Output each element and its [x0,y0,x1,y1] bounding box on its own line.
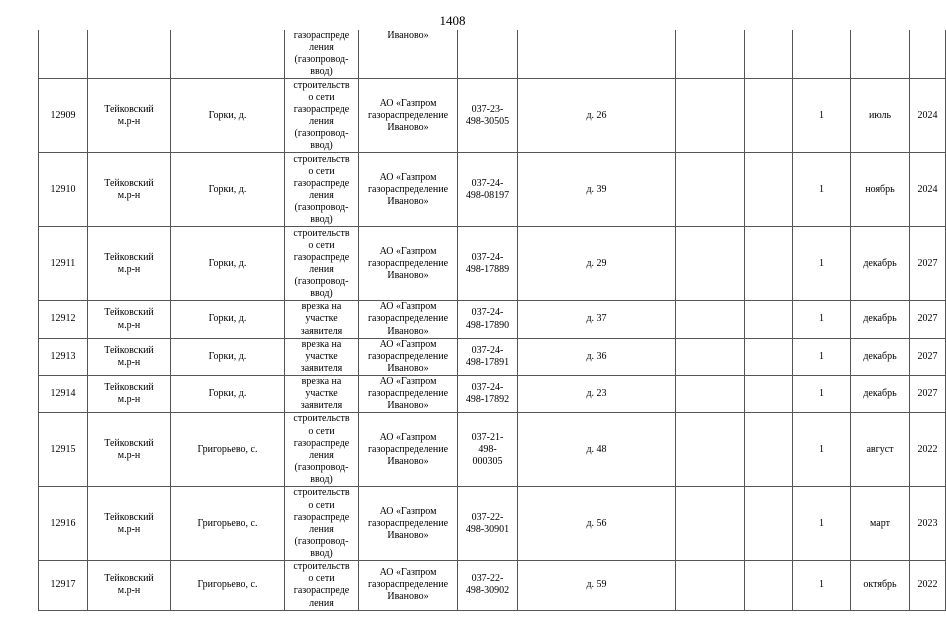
blank-cell [745,487,793,561]
application-number-cell: 037-24- 498-17891 [458,338,518,375]
application-number-cell: 037-22- 498-30902 [458,561,518,610]
count-cell: 1 [793,487,851,561]
district-cell: Тейковский м.р-н [88,561,171,610]
application-number-cell: 037-24- 498-08197 [458,153,518,227]
organization-cell: АО «Газпром газораспределение Иваново» [359,79,458,153]
count-cell: 1 [793,413,851,487]
address-cell: д. 26 [518,79,676,153]
count-cell: 1 [793,153,851,227]
blank-cell [676,375,745,412]
table-row [39,301,946,338]
row-id-cell: 12909 [39,79,88,153]
month-cell: август [851,413,910,487]
blank-cell [676,301,745,338]
row-id-cell: 12914 [39,375,88,412]
application-number-cell: 037-24- 498-17889 [458,227,518,301]
locality-cell: Григорьево, с. [171,413,285,487]
table-row [39,153,946,227]
district-cell: Тейковский м.р-н [88,301,171,338]
connection-type-cell: строительств о сети газораспреде ления (газопровод- ввод) [285,227,359,301]
year-cell: 2022 [910,561,946,610]
month-cell: декабрь [851,301,910,338]
organization-cell: АО «Газпром газораспределение Иваново» [359,301,458,338]
blank-cell [745,301,793,338]
connection-type-cell: врезка на участке заявителя [285,301,359,338]
year-cell: 2023 [910,487,946,561]
district-cell: Тейковский м.р-н [88,338,171,375]
address-cell: д. 29 [518,227,676,301]
connection-type-cell: врезка на участке заявителя [285,375,359,412]
blank-cell [676,413,745,487]
district-cell: Тейковский м.р-н [88,413,171,487]
organization-cell: АО «Газпром газораспределение Иваново» [359,153,458,227]
table-row [39,338,946,375]
count-cell: 1 [793,561,851,610]
organization-cell: АО «Газпром газораспределение Иваново» [359,413,458,487]
table-row [39,79,946,153]
blank-cell [745,227,793,301]
blank-cell [676,561,745,610]
month-cell: март [851,487,910,561]
organization-cell: АО «Газпром газораспределение Иваново» [359,487,458,561]
district-cell: Тейковский м.р-н [88,153,171,227]
locality-cell: Горки, д. [171,227,285,301]
year-cell: 2027 [910,375,946,412]
application-number-cell: 037-21- 498- 000305 [458,413,518,487]
continuation-row [39,30,946,79]
month-cell: декабрь [851,375,910,412]
locality-cell: Горки, д. [171,153,285,227]
district-cell: Тейковский м.р-н [88,227,171,301]
count-cell: 1 [793,338,851,375]
address-cell: д. 23 [518,375,676,412]
row-id-cell: 12910 [39,153,88,227]
blank-cell [745,153,793,227]
count-cell: 1 [793,79,851,153]
table-row [39,561,946,610]
locality-cell: Григорьево, с. [171,487,285,561]
locality-cell: Горки, д. [171,375,285,412]
district-cell: Тейковский м.р-н [88,375,171,412]
application-number-cell: 037-22- 498-30901 [458,487,518,561]
month-cell: декабрь [851,338,910,375]
district-cell: Тейковский м.р-н [88,79,171,153]
connection-type-cell: строительств о сети газораспреде ления (газопровод- ввод) [285,413,359,487]
application-number-cell: 037-23- 498-30505 [458,79,518,153]
address-cell: д. 56 [518,487,676,561]
address-cell: д. 36 [518,338,676,375]
table-row [39,413,946,487]
registry-table [38,30,946,611]
blank-cell [745,79,793,153]
blank-cell [676,487,745,561]
application-number-cell: 037-24- 498-17890 [458,301,518,338]
organization-cell: Иваново» [359,30,458,79]
connection-type-cell: строительств о сети газораспреде ления (газопровод- ввод) [285,79,359,153]
blank-cell [745,338,793,375]
locality-cell: Горки, д. [171,338,285,375]
blank-cell [676,227,745,301]
connection-type-cell: строительств о сети газораспреде ления (газопровод- ввод) [285,153,359,227]
count-cell: 1 [793,227,851,301]
count-cell: 1 [793,301,851,338]
locality-cell: Горки, д. [171,79,285,153]
table-row [39,375,946,412]
year-cell: 2022 [910,413,946,487]
month-cell: июль [851,79,910,153]
blank-cell [676,153,745,227]
table-row [39,487,946,561]
month-cell: октябрь [851,561,910,610]
organization-cell: АО «Газпром газораспределение Иваново» [359,561,458,610]
row-id-cell: 12917 [39,561,88,610]
row-id-cell: 12915 [39,413,88,487]
month-cell: ноябрь [851,153,910,227]
organization-cell: АО «Газпром газораспределение Иваново» [359,227,458,301]
district-cell: Тейковский м.р-н [88,487,171,561]
address-cell: д. 37 [518,301,676,338]
year-cell: 2027 [910,301,946,338]
blank-cell [676,79,745,153]
blank-cell [745,375,793,412]
address-cell: д. 59 [518,561,676,610]
address-cell: д. 39 [518,153,676,227]
year-cell: 2027 [910,338,946,375]
blank-cell [745,561,793,610]
blank-cell [676,338,745,375]
count-cell: 1 [793,375,851,412]
year-cell: 2024 [910,153,946,227]
connection-type-cell: врезка на участке заявителя [285,338,359,375]
year-cell: 2027 [910,227,946,301]
row-id-cell: 12912 [39,301,88,338]
table-row [39,227,946,301]
locality-cell: Григорьево, с. [171,561,285,610]
row-id-cell: 12911 [39,227,88,301]
row-id-cell: 12916 [39,487,88,561]
row-id-cell: 12913 [39,338,88,375]
connection-type-cell: строительств о сети газораспреде ления [285,561,359,610]
address-cell: д. 48 [518,413,676,487]
connection-type-cell: строительств о сети газораспреде ления (газопровод- ввод) [285,487,359,561]
organization-cell: АО «Газпром газораспределение Иваново» [359,338,458,375]
application-number-cell: 037-24- 498-17892 [458,375,518,412]
month-cell: декабрь [851,227,910,301]
locality-cell: Горки, д. [171,301,285,338]
organization-cell: АО «Газпром газораспределение Иваново» [359,375,458,412]
blank-cell [745,413,793,487]
connection-type-cell: газораспреде ления (газопровод- ввод) [285,30,359,79]
year-cell: 2024 [910,79,946,153]
page-number: 1408 [439,13,466,28]
